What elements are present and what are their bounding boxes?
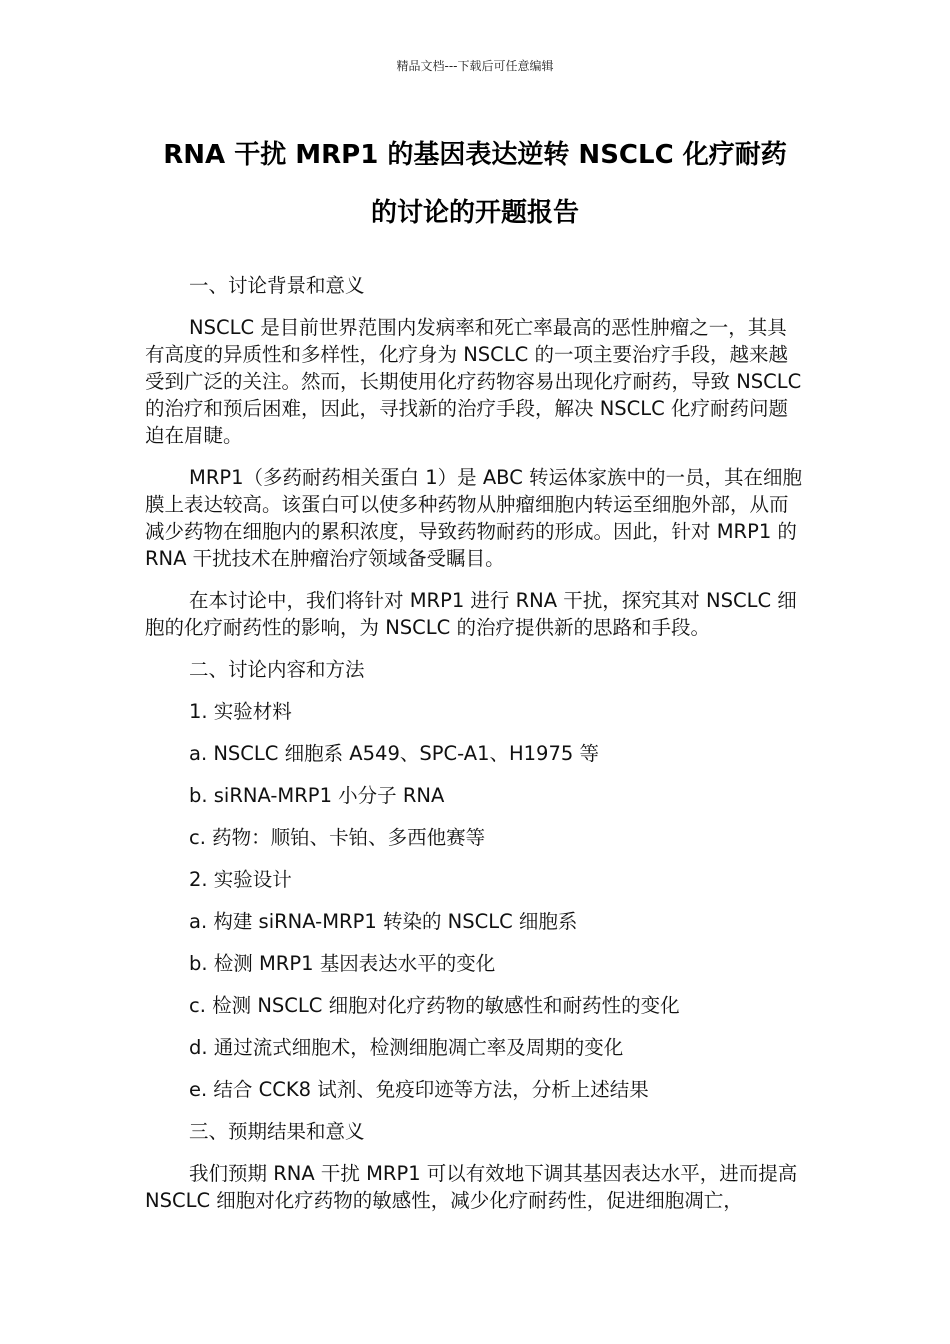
list-item: a. NSCLC 细胞系 A549、SPC-A1、H1975 等 xyxy=(189,742,599,765)
section-heading-background: 一、讨论背景和意义 xyxy=(189,274,365,297)
paragraph-expected-results: 我们预期 RNA 干扰 MRP1 可以有效地下调其基因表达水平，进而提高 NSCLC 细胞对化疗药物的敏感性，减少化疗耐药性，促进细胞凋亡， xyxy=(145,1162,798,1212)
list-item: a. 构建 siRNA-MRP1 转染的 NSCLC 细胞系 xyxy=(189,910,578,933)
list-item: d. 通过流式细胞术，检测细胞凋亡率及周期的变化 xyxy=(189,1036,624,1059)
list-item: b. siRNA-MRP1 小分子 RNA xyxy=(189,784,445,807)
document-body xyxy=(145,272,805,1229)
paragraph-mrp1: MRP1（多药耐药相关蛋白 1）是 ABC 转运体家族中的一员，其在细胞膜上表达较高。该蛋白可以使多种药物从肿瘤细胞内转运至细胞外部，从而减少药物在细胞内的累积浓度，导致药物耐药的形成。因此，针对 MRP1 的 RNA 干扰技术在肿瘤治疗领域备受瞩目。 xyxy=(145,466,803,570)
list-item: c. 检测 NSCLC 细胞对化疗药物的敏感性和耐药性的变化 xyxy=(189,994,680,1017)
list-item: c. 药物：顺铂、卡铂、多西他赛等 xyxy=(189,826,486,849)
paragraph-study-aim: 在本讨论中，我们将针对 MRP1 进行 RNA 干扰，探究其对 NSCLC 细胞的化疗耐药性的影响，为 NSCLC 的治疗提供新的思路和手段。 xyxy=(145,589,797,639)
section-heading-expected-results: 三、预期结果和意义 xyxy=(189,1120,365,1143)
document-title-line-1: RNA 干扰 MRP1 的基因表达逆转 NSCLC 化疗耐药 xyxy=(163,140,787,170)
paragraph-nsclc-intro: NSCLC 是目前世界范围内发病率和死亡率最高的恶性肿瘤之一，其具有高度的异质性和多样性，化疗身为 NSCLC 的一项主要治疗手段，越来越受到广泛的关注。然而，长期使用化疗药物容易出现化疗耐药，导致 NSCLC 的治疗和预后困难，因此，寻找新的治疗手段，解决 NSCLC 化疗耐药问题迫在眉睫。 xyxy=(145,316,802,447)
section-heading-methods: 二、讨论内容和方法 xyxy=(189,658,365,681)
header-note: 精品文档---下载后可任意编辑 xyxy=(396,59,554,73)
subheading-design: 2. 实验设计 xyxy=(189,868,292,891)
list-item: e. 结合 CCK8 试剂、免疫印迹等方法，分析上述结果 xyxy=(189,1078,649,1101)
subheading-materials: 1. 实验材料 xyxy=(189,700,292,723)
document-title-line-2: 的讨论的开题报告 xyxy=(370,198,579,228)
list-item: b. 检测 MRP1 基因表达水平的变化 xyxy=(189,952,496,975)
